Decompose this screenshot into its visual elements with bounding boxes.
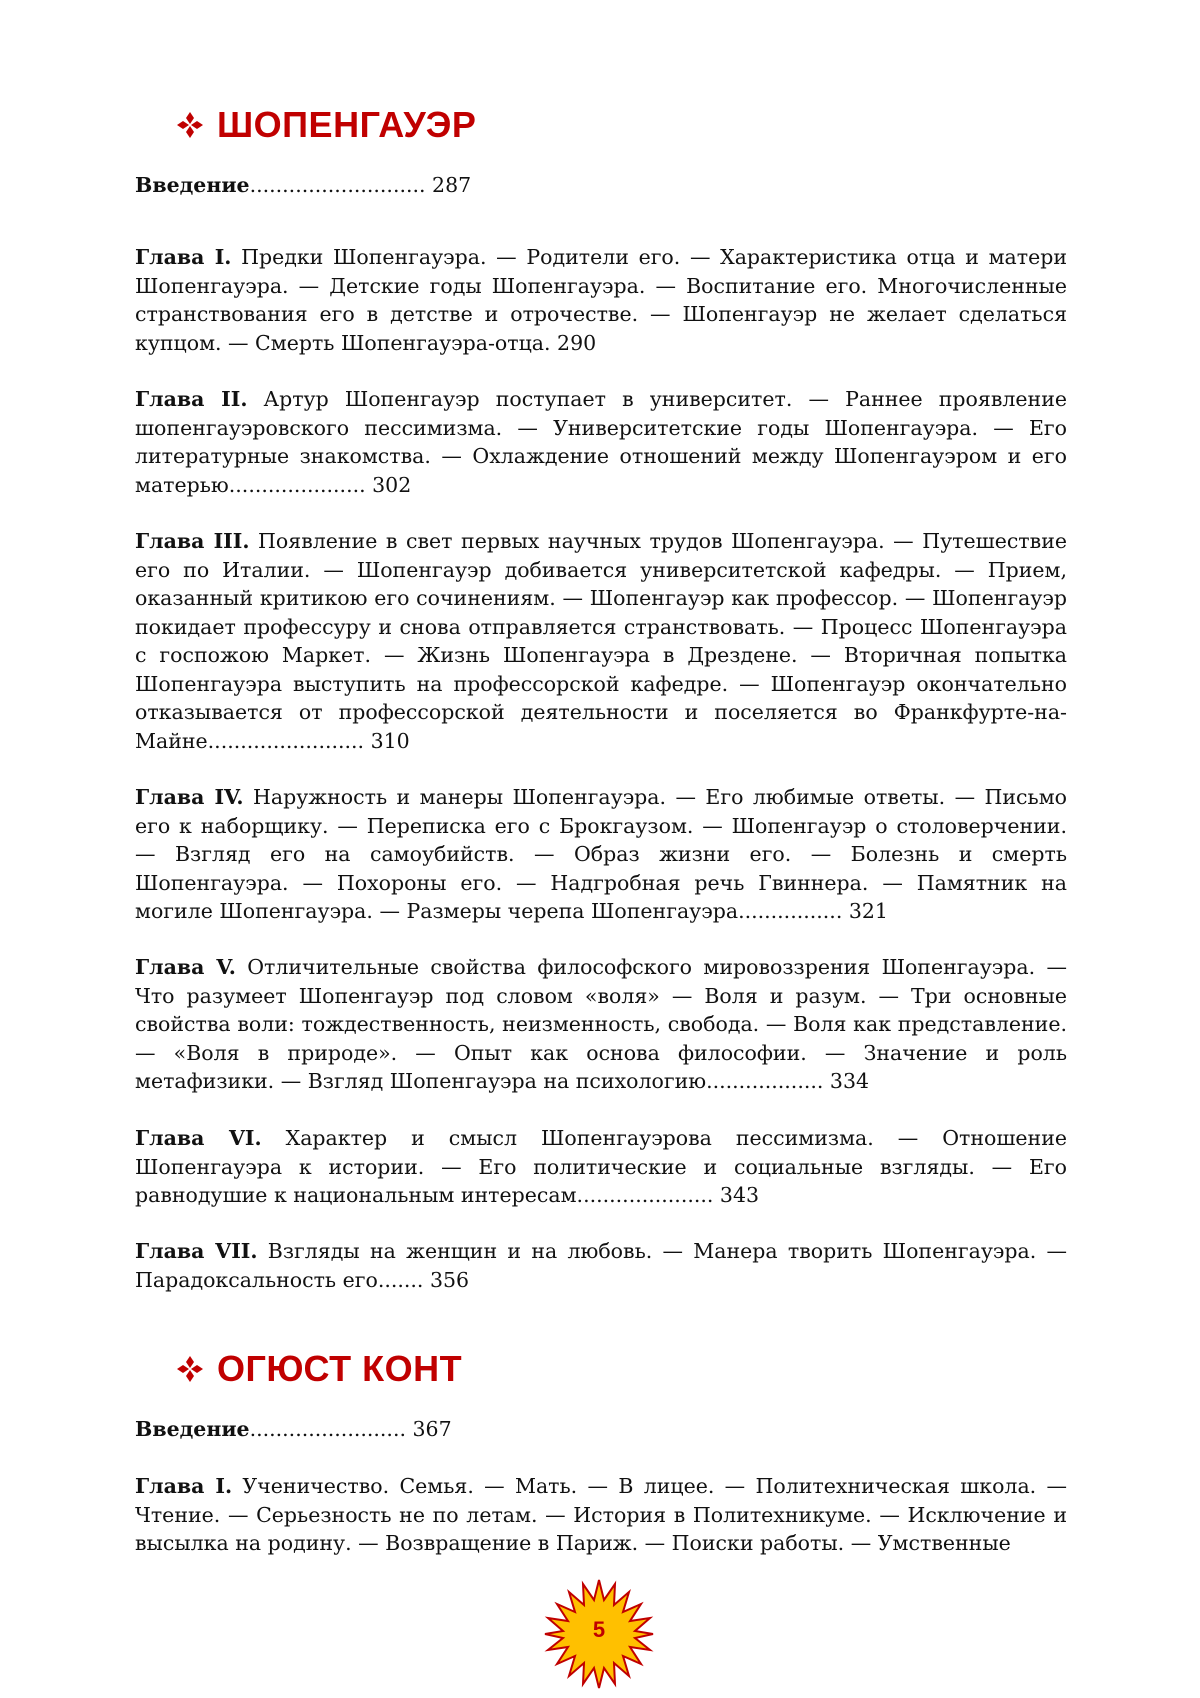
page-number: 5 bbox=[592, 1617, 606, 1642]
entry-label: Глава V. bbox=[135, 955, 236, 979]
entry-label: Глава IV. bbox=[135, 785, 244, 809]
toc-entry bbox=[135, 1237, 1067, 1294]
diamond-bullet-icon bbox=[175, 110, 205, 140]
entry-text: ........................... 287 bbox=[249, 173, 472, 197]
toc-entry bbox=[135, 243, 1067, 357]
entry-text: ........................ 367 bbox=[249, 1417, 452, 1441]
entry-text: Наружность и манеры Шопенгауэра. — Его любимые ответы. — Письмо его к наборщику. — Переписка его с Брокгаузом. — Шопенгауэр о столоверчении. — Взгляд его на самоубийств. — Образ жизни его. — Болезнь и смерть Шопенгауэра. — Похороны его. — Надгробная речь Гвиннера. — Памятник на могиле Шопенгауэра. — Размеры черепа Шопенгауэра................ 321 bbox=[135, 785, 1067, 923]
entry-label: Глава I. bbox=[135, 1474, 233, 1498]
section-title: ШОПЕНГАУЭР bbox=[217, 104, 477, 145]
toc-entry bbox=[135, 1124, 1067, 1210]
entry-label: Глава VII. bbox=[135, 1239, 258, 1263]
entry-label: Введение bbox=[135, 173, 250, 197]
toc-entry bbox=[135, 783, 1067, 926]
entry-text: Предки Шопенгауэра. — Родители его. — Характеристика отца и матери Шопенгауэра. — Детские годы Шопенгауэра. — Воспитание его. Многочисленные странствования его в детстве и отрочестве. — Шопенгауэр не желает сделаться купцом. — Смерть Шопенгауэра-отца. 290 bbox=[135, 245, 1067, 355]
section-heading bbox=[175, 1347, 462, 1391]
entry-label: Глава III. bbox=[135, 529, 250, 553]
toc-entry bbox=[135, 171, 1067, 200]
section-title: ОГЮСТ КОНТ bbox=[217, 1348, 463, 1389]
entry-text: Ученичество. Семья. — Мать. — В лицее. — Политехническая школа. — Чтение. — Серьезность не по летам. — История в Политехникуме. — Исключение и высылка на родину. — Возвращение в Париж. — Поиски работы. — Умственные bbox=[135, 1474, 1068, 1555]
toc-entry bbox=[135, 1472, 1067, 1558]
entry-text: Артур Шопенгауэр поступает в университет. — Раннее проявление шопенгауэровского пессимизма. — Университетские годы Шопенгауэра. — Его литературные знакомства. — Охлаждение отношений между Шопенгауэром и его матерью..................... 302 bbox=[135, 387, 1067, 497]
toc-entry bbox=[135, 527, 1067, 755]
entry-label: Введение bbox=[135, 1417, 250, 1441]
toc-entry bbox=[135, 953, 1067, 1096]
toc-entry bbox=[135, 385, 1067, 499]
entry-label: Глава VI. bbox=[135, 1126, 262, 1150]
entry-text: Характер и смысл Шопенгауэрова пессимизма. — Отношение Шопенгауэра к истории. — Его политические и социальные взгляды. — Его равнодушие к национальным интересам..................... 343 bbox=[135, 1126, 1068, 1207]
page-number-badge bbox=[543, 1578, 655, 1690]
toc-entry bbox=[135, 1415, 1067, 1444]
entry-text: Отличительные свойства философского мировоззрения Шопенгауэра. — Что разумеет Шопенгауэр под словом «воля» — Воля и разум. — Три основные свойства воли: тождественность, неизменность, свобода. — Воля как представление. — «Воля в природе». — Опыт как основа философии. — Значение и роль метафизики. — Взгляд Шопенгауэра на психологию.................. 334 bbox=[135, 955, 1067, 1093]
entry-label: Глава II. bbox=[135, 387, 248, 411]
section-heading bbox=[175, 103, 476, 147]
diamond-bullet-icon bbox=[175, 1354, 205, 1384]
entry-label: Глава I. bbox=[135, 245, 232, 269]
entry-text: Появление в свет первых научных трудов Шопенгауэра. — Путешествие его по Италии. — Шопенгауэр добивается университетской кафедры. — Прием, оказанный критикою его сочинениям. — Шопенгауэр как профессор. — Шопенгауэр покидает профессуру и снова отправляется странствовать. — Процесс Шопенгауэра с госпожою Маркет. — Жизнь Шопенгауэра в Дрездене. — Вторичная попытка Шопенгауэра выступить на профессорской кафедре. — Шопенгауэр окончательно отказывается от профессорской деятельности и поселяется во Франкфурте-на-Майне........................ 310 bbox=[135, 529, 1067, 753]
entry-text: Взгляды на женщин и на любовь. — Манера творить Шопенгауэра. — Парадоксальность его....... 356 bbox=[135, 1239, 1067, 1292]
